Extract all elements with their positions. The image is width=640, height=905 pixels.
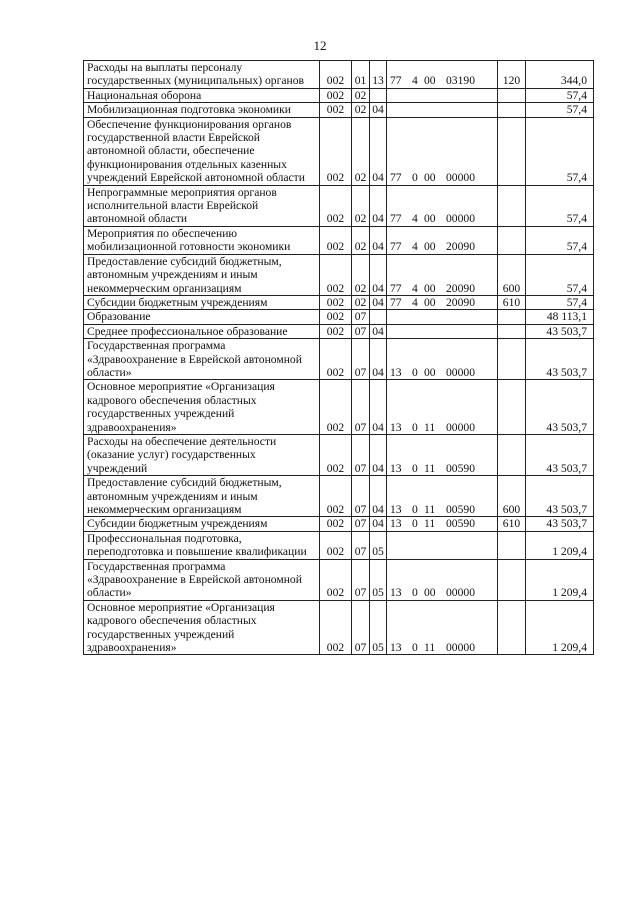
table-row [84,310,594,324]
section-code-cell: 02 [352,295,370,309]
page-number: 12 [313,38,327,53]
program-code-cell [387,88,498,102]
expense-name-cell: Предоставление субсидий бюджетным, автономным учреждениям и иным некоммерческим организациям [84,254,320,295]
section-code-cell: 02 [352,185,370,226]
admin-code-cell: 002 [320,559,352,600]
expense-name-cell: Профессиональная подготовка, переподготовка и повышение квалификации [84,531,320,559]
expense-type-code-cell [498,559,526,600]
program-code-part: 4 [412,295,418,309]
program-code-cell [387,295,498,309]
admin-code-cell: 002 [320,380,352,435]
section-code-cell: 02 [352,254,370,295]
table-row [84,339,594,380]
program-code-cell [387,339,498,380]
expense-type-code-cell [498,88,526,102]
expense-name-cell: Расходы на выплаты персоналу государственных (муниципальных) органов [84,61,320,89]
section-code-cell: 07 [352,517,370,531]
subsection-code-cell [370,88,387,102]
program-code-part: 11 [424,420,436,434]
program-code-cell [387,117,498,185]
program-code-part: 13 [390,503,402,516]
program-code-part: 11 [424,517,436,531]
program-code-part: 00 [424,586,436,600]
expense-name-cell: Расходы на обеспечение деятельности (оказание услуг) государственных учреждений [84,434,320,475]
section-code-cell: 07 [352,380,370,435]
program-code-part: 00 [424,365,436,379]
amount-cell: 1 209,4 [526,559,594,600]
subsection-code-cell: 04 [370,434,387,475]
subsection-code-cell: 05 [370,600,387,655]
table-row [84,476,594,517]
section-code-cell: 07 [352,600,370,655]
expense-type-code-cell [498,324,526,338]
admin-code-cell: 002 [320,476,352,517]
expense-name-cell: Предоставление субсидий бюджетным, автономным учреждениям и иным некоммерческим организациям [84,476,320,517]
table-body [84,61,594,655]
expense-name-cell: Национальная оборона [84,88,320,102]
expense-name-cell: Основное мероприятие «Организация кадрового обеспечения областных государственных учреждений здравоохранения» [84,600,320,655]
amount-cell: 43 503,7 [526,517,594,531]
expense-type-code-cell [498,380,526,435]
section-code-cell: 07 [352,531,370,559]
program-code-part: 4 [412,74,418,88]
table-row [84,103,594,117]
section-code-cell: 07 [352,339,370,380]
expense-name-cell: Непрограммные мероприятия органов исполнительной власти Еврейской автономной области [84,185,320,226]
program-code-part: 20090 [446,295,475,309]
program-code-cell [387,324,498,338]
program-code-part: 77 [390,295,402,309]
program-code-part: 00590 [446,517,475,531]
admin-code-cell: 002 [320,310,352,324]
table-row [84,559,594,600]
amount-cell: 57,4 [526,117,594,185]
program-code-cell [387,103,498,117]
program-code-cell [387,61,498,89]
table-row [84,600,594,655]
subsection-code-cell: 04 [370,324,387,338]
program-code-cell [387,310,498,324]
program-code-part: 00 [424,240,436,254]
program-code-part: 77 [390,240,402,254]
program-code-part: 11 [424,503,436,516]
amount-cell: 43 503,7 [526,476,594,517]
subsection-code-cell: 04 [370,226,387,254]
program-code-part: 11 [424,461,436,475]
expense-type-code-cell [498,117,526,185]
program-code-part: 13 [390,365,402,379]
expense-name-cell: Субсидии бюджетным учреждениям [84,295,320,309]
amount-cell: 57,4 [526,295,594,309]
table-row [84,117,594,185]
admin-code-cell: 002 [320,531,352,559]
amount-cell: 57,4 [526,185,594,226]
program-code-part: 4 [412,240,418,254]
table-row [84,380,594,435]
amount-cell: 43 503,7 [526,339,594,380]
subsection-code-cell: 05 [370,531,387,559]
table-row [84,61,594,89]
program-code-part: 13 [390,420,402,434]
program-code-part: 00000 [446,365,475,379]
subsection-code-cell: 04 [370,295,387,309]
program-code-part: 13 [390,517,402,531]
expense-name-cell: Мобилизационная подготовка экономики [84,103,320,117]
expense-type-code-cell [498,226,526,254]
admin-code-cell: 002 [320,295,352,309]
expense-type-code-cell [498,600,526,655]
expense-type-code-cell: 600 [498,254,526,295]
expense-name-cell: Образование [84,310,320,324]
admin-code-cell: 002 [320,339,352,380]
section-code-cell: 02 [352,88,370,102]
expense-type-code-cell [498,531,526,559]
program-code-part: 0 [412,365,418,379]
program-code-part: 00000 [446,212,475,226]
subsection-code-cell: 04 [370,254,387,295]
program-code-part: 00 [424,171,436,185]
section-code-cell: 02 [352,103,370,117]
admin-code-cell: 002 [320,103,352,117]
program-code-cell [387,517,498,531]
admin-code-cell: 002 [320,517,352,531]
expense-name-cell: Мероприятия по обеспечению мобилизационной готовности экономики [84,226,320,254]
program-code-part: 03190 [446,74,475,88]
section-code-cell: 07 [352,434,370,475]
amount-cell: 344,0 [526,61,594,89]
program-code-part: 0 [412,503,418,516]
program-code-cell [387,476,498,517]
expense-type-code-cell [498,103,526,117]
table-row [84,88,594,102]
program-code-part: 0 [412,420,418,434]
table-row [84,185,594,226]
section-code-cell: 07 [352,476,370,517]
admin-code-cell: 002 [320,324,352,338]
program-code-part: 00 [424,281,436,295]
program-code-part: 77 [390,281,402,295]
subsection-code-cell: 13 [370,61,387,89]
amount-cell: 1 209,4 [526,531,594,559]
program-code-part: 13 [390,461,402,475]
program-code-part: 00 [424,295,436,309]
subsection-code-cell: 04 [370,103,387,117]
program-code-part: 0 [412,517,418,531]
program-code-part: 77 [390,212,402,226]
subsection-code-cell: 04 [370,339,387,380]
program-code-part: 13 [390,586,402,600]
program-code-part: 77 [390,171,402,185]
amount-cell: 48 113,1 [526,310,594,324]
program-code-part: 00000 [446,420,475,434]
admin-code-cell: 002 [320,185,352,226]
amount-cell: 57,4 [526,88,594,102]
program-code-cell [387,185,498,226]
admin-code-cell: 002 [320,600,352,655]
subsection-code-cell: 04 [370,517,387,531]
program-code-part: 0 [412,171,418,185]
section-code-cell: 07 [352,310,370,324]
program-code-part: 00000 [446,586,475,600]
budget-table [83,60,594,655]
program-code-part: 0 [412,461,418,475]
section-code-cell: 02 [352,226,370,254]
program-code-part: 0 [412,641,418,655]
expense-name-cell: Основное мероприятие «Организация кадрового обеспечения областных государственных учреждений здравоохранения» [84,380,320,435]
program-code-part: 20090 [446,240,475,254]
subsection-code-cell: 04 [370,117,387,185]
table-row [84,254,594,295]
table-row [84,434,594,475]
program-code-part: 00590 [446,461,475,475]
admin-code-cell: 002 [320,88,352,102]
program-code-cell [387,226,498,254]
table-row [84,531,594,559]
expense-type-code-cell: 600 [498,476,526,517]
expense-type-code-cell: 610 [498,295,526,309]
amount-cell: 43 503,7 [526,434,594,475]
table-row [84,226,594,254]
expense-type-code-cell [498,310,526,324]
program-code-part: 4 [412,281,418,295]
program-code-cell [387,531,498,559]
program-code-cell [387,254,498,295]
amount-cell: 43 503,7 [526,324,594,338]
expense-name-cell: Государственная программа «Здравоохранение в Еврейской автономной области» [84,559,320,600]
program-code-part: 13 [390,641,402,655]
program-code-cell [387,559,498,600]
expense-type-code-cell [498,339,526,380]
table-row [84,295,594,309]
expense-name-cell: Среднее профессиональное образование [84,324,320,338]
admin-code-cell: 002 [320,434,352,475]
amount-cell: 57,4 [526,254,594,295]
amount-cell: 1 209,4 [526,600,594,655]
program-code-cell [387,434,498,475]
admin-code-cell: 002 [320,226,352,254]
program-code-part: 00 [424,74,436,88]
amount-cell: 43 503,7 [526,380,594,435]
program-code-cell [387,600,498,655]
section-code-cell: 02 [352,117,370,185]
section-code-cell: 01 [352,61,370,89]
expense-type-code-cell: 610 [498,517,526,531]
expense-type-code-cell: 120 [498,61,526,89]
program-code-part: 77 [390,74,402,88]
admin-code-cell: 002 [320,117,352,185]
program-code-part: 20090 [446,281,475,295]
program-code-part: 0 [412,586,418,600]
table-row [84,324,594,338]
program-code-part: 4 [412,212,418,226]
expense-name-cell: Обеспечение функционирования органов государственной власти Еврейской автономной области, обеспечение функционирования отдельных казенных учреждений Еврейской автономной области [84,117,320,185]
section-code-cell: 07 [352,559,370,600]
subsection-code-cell: 04 [370,185,387,226]
amount-cell: 57,4 [526,103,594,117]
subsection-code-cell: 04 [370,380,387,435]
expense-name-cell: Субсидии бюджетным учреждениям [84,517,320,531]
program-code-part: 00590 [446,503,475,516]
subsection-code-cell: 05 [370,559,387,600]
amount-cell: 57,4 [526,226,594,254]
subsection-code-cell [370,310,387,324]
program-code-part: 00000 [446,641,475,655]
expense-name-cell: Государственная программа «Здравоохранение в Еврейской автономной области» [84,339,320,380]
admin-code-cell: 002 [320,61,352,89]
program-code-part: 00000 [446,171,475,185]
table-row [84,517,594,531]
program-code-part: 00 [424,212,436,226]
expense-type-code-cell [498,185,526,226]
admin-code-cell: 002 [320,254,352,295]
section-code-cell: 07 [352,324,370,338]
program-code-cell [387,380,498,435]
program-code-part: 11 [424,641,436,655]
expense-type-code-cell [498,434,526,475]
subsection-code-cell: 04 [370,476,387,517]
